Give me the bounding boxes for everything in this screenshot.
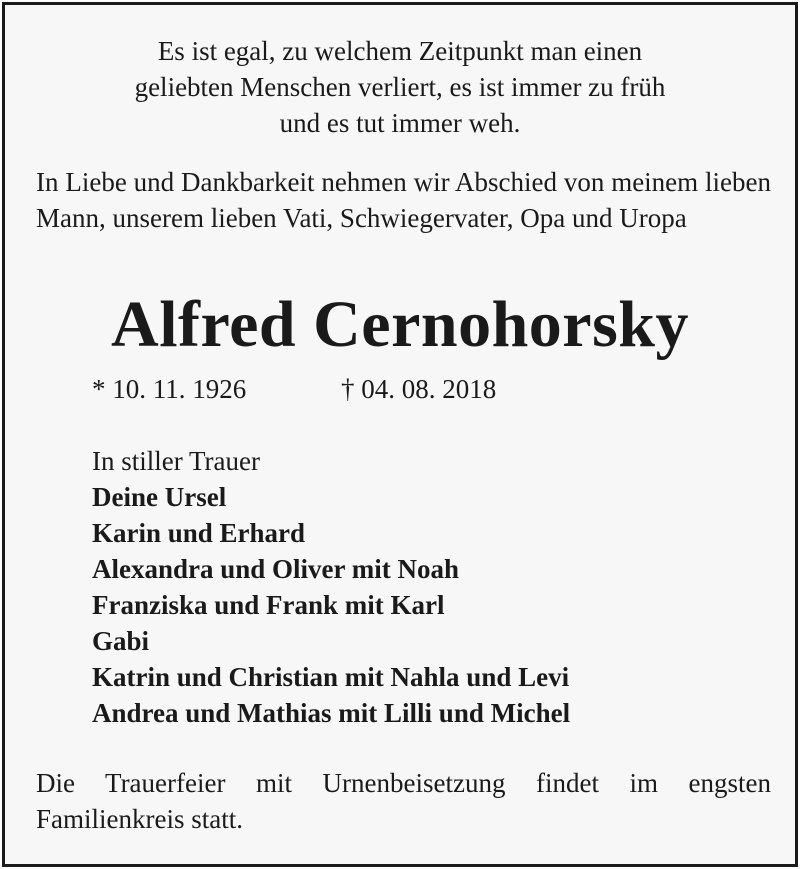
mourner-name: Gabi — [92, 626, 150, 656]
quote-line: geliebten Menschen verliert, es ist immer zu früh — [134, 72, 666, 102]
quote-block — [5, 33, 795, 141]
mourner-name: Karin und Erhard — [92, 518, 306, 548]
deceased-name: Alfred Cernohorsky — [111, 288, 689, 361]
obituary-frame — [2, 2, 798, 867]
mourner-name: Katrin und Christian mit Nahla und Levi — [92, 662, 570, 692]
mourner-name: Franziska und Frank mit Karl — [92, 590, 445, 620]
closing-paragraph: Die Trauerfeier mit Urnenbeisetzung findet im engsten Familienkreis statt. — [36, 768, 771, 834]
mourners-block — [92, 443, 570, 731]
mourner-name: Deine Ursel — [92, 482, 227, 512]
intro-paragraph: In Liebe und Dankbarkeit nehmen wir Abschied von meinem lieben Mann, unserem lieben Vati, Schwiegervater, Opa und Uropa — [36, 167, 771, 233]
birth-date: * 10. 11. 1926 — [92, 374, 247, 404]
mourner-name: Andrea und Mathias mit Lilli und Michel — [92, 698, 571, 728]
mourners-intro: In stiller Trauer — [92, 446, 260, 476]
death-date: † 04. 08. 2018 — [341, 374, 497, 404]
quote-line: Es ist egal, zu welchem Zeitpunkt man einen — [157, 36, 643, 66]
quote-line: und es tut immer weh. — [279, 108, 521, 138]
mourner-name: Alexandra und Oliver mit Noah — [92, 554, 460, 584]
